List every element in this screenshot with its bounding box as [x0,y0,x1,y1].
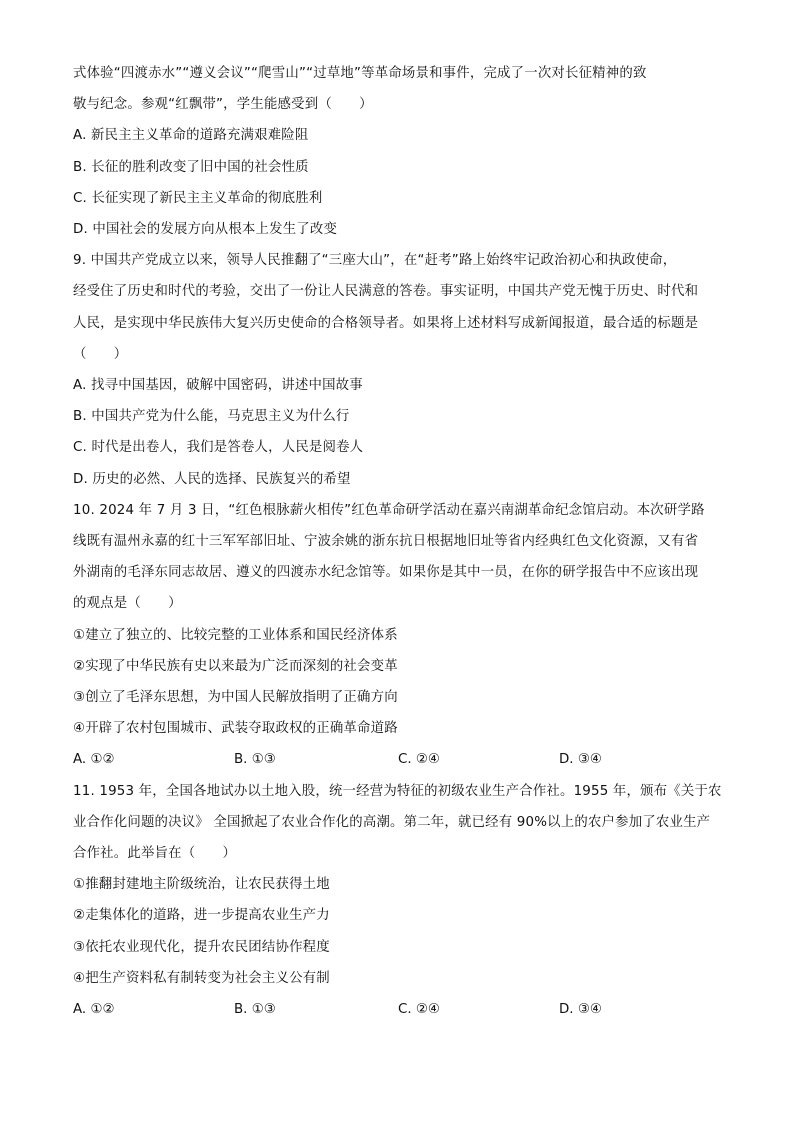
question-stem-line: 10. 2024 年 7 月 3 日，“红色根脉薪火相传”红色革命研学活动在嘉兴南湖革命纪念馆启动。本次研学路 [73,502,705,518]
exam-page [73,58,723,1025]
option-d: D. ③④ [559,752,602,768]
option-d: D. ③④ [559,1002,602,1018]
question-stem-line: 外湖南的毛泽东同志故居、遵义的四渡赤水纪念馆等。如果你是其中一员，在你的研学报告中不应该出现 [73,565,699,581]
question-stem-line: 业合作化问题的决议》 全国掀起了农业合作化的高潮。第二年，就已经有 90%以上的农户参加了农业生产 [73,814,711,830]
question-stem-line: 人民，是实现中华民族伟大复兴历史使命的合格领导者。如果将上述材料写成新闻报道，最合适的标题是 [73,315,699,331]
option-c: C. ②④ [398,752,440,768]
option-a: A. 新民主主义革命的道路充满艰难险阻 [73,128,309,144]
question-stem-line: 9. 中国共产党成立以来，领导人民推翻了“三座大山”，在“赶考”路上始终牢记政治初心和执政使命， [73,253,677,269]
option-a: A. ①② [73,1002,115,1018]
question-8 [73,58,723,245]
option-a: A. ①② [73,752,115,768]
question-stem-line: 11. 1953 年，全国各地试办以土地入股，统一经营为特征的初级农业生产合作社。1955 年，颁布《关于农 [73,783,722,799]
statement-1: ①建立了独立的、比较完整的工业体系和国民经济体系 [73,627,398,643]
question-stem-line: 合作社。此举旨在（ ） [73,846,237,862]
statement-3: ③依托农业现代化，提升农民团结协作程度 [73,939,330,955]
question-stem-line: 经受住了历史和时代的考验，交出了一份让人民满意的答卷。事实证明，中国共产党无愧于历史、时代和 [73,284,699,300]
statement-3: ③创立了毛泽东思想，为中国人民解放指明了正确方向 [73,690,398,706]
option-b: B. ①③ [234,752,276,768]
question-stem-line: （ ） [73,346,128,362]
question-10 [73,495,723,776]
question-9 [73,245,723,495]
answer-options [73,744,723,775]
option-c: C. 长征实现了新民主主义革命的彻底胜利 [73,190,323,206]
option-a: A. 找寻中国基因，破解中国密码，讲述中国故事 [73,378,363,394]
statement-4: ④把生产资料私有制转变为社会主义公有制 [73,970,330,986]
option-d: D. 中国社会的发展方向从根本上发生了改变 [73,222,338,238]
option-b: B. 中国共产党为什么能，马克思主义为什么行 [73,409,350,425]
question-stem-line: 式体验“四渡赤水”“遵义会议”“爬雪山”“过草地”等革命场景和事件，完成了一次对长征精神的致 [73,66,647,81]
option-c: C. ②④ [398,1002,440,1018]
option-b: B. ①③ [234,1002,276,1018]
answer-options [73,994,723,1025]
option-c: C. 时代是出卷人，我们是答卷人，人民是阅卷人 [73,440,364,456]
statement-1: ①推翻封建地主阶级统治，让农民获得土地 [73,877,330,893]
statement-2: ②走集体化的道路，进一步提高农业生产力 [73,908,330,924]
question-stem-line: 敬与纪念。参观“红飘带”，学生能感受到（ ） [73,97,373,113]
question-stem-line: 线既有温州永嘉的红十三军军部旧址、宁波余姚的浙东抗日根据地旧址等省内经典红色文化资源，又有省 [73,534,699,550]
question-stem-line: 的观点是（ ） [73,596,182,612]
option-d: D. 历史的必然、人民的选择、民族复兴的希望 [73,471,351,487]
statement-4: ④开辟了农村包围城市、武装夺取政权的正确革命道路 [73,721,398,737]
statement-2: ②实现了中华民族有史以来最为广泛而深刻的社会变革 [73,658,398,674]
option-b: B. 长征的胜利改变了旧中国的社会性质 [73,159,309,175]
question-11 [73,776,723,1026]
